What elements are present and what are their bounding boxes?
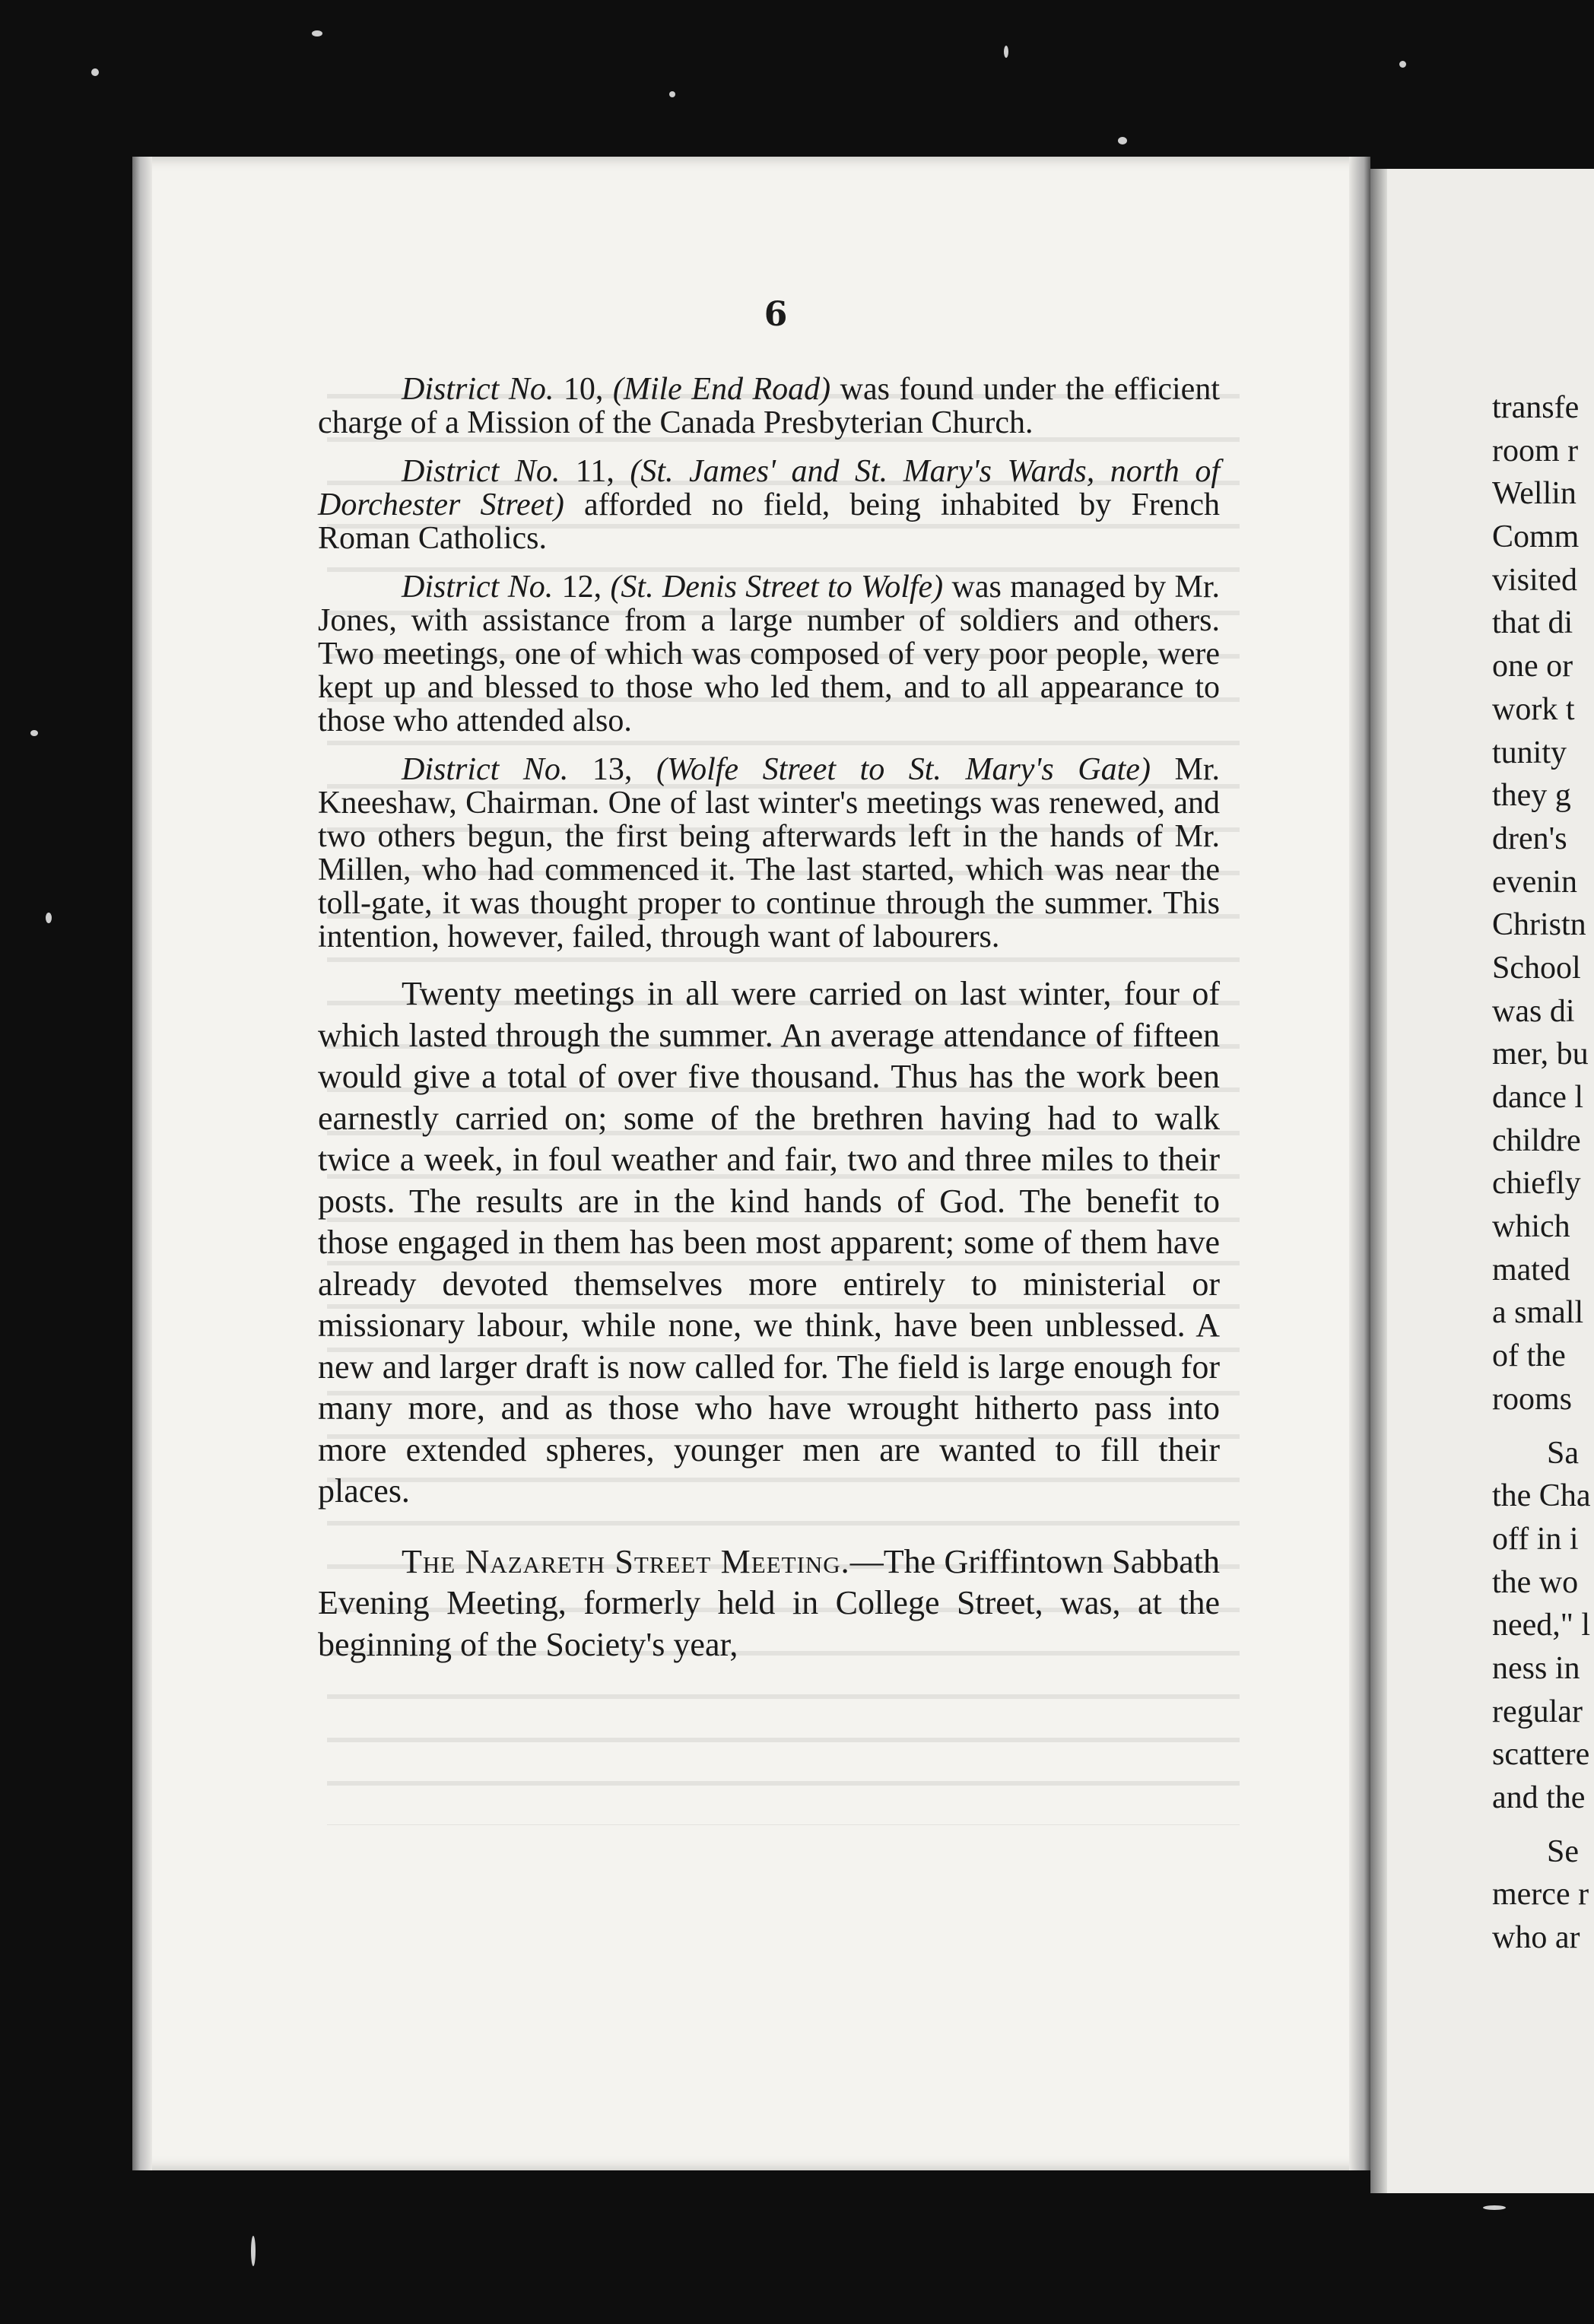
facing-page-line: childre <box>1492 1122 1581 1158</box>
facing-page-line: visited <box>1492 562 1577 598</box>
district-number: 11, <box>560 454 630 489</box>
facing-page-line: scattere <box>1492 1737 1590 1773</box>
district-paragraph <box>318 753 1220 954</box>
facing-page-line: Sa <box>1547 1435 1579 1471</box>
dust-speck <box>46 913 52 923</box>
district-number: 10, <box>554 372 613 407</box>
district-place: (St. James' and St. Mary's Wards, north of Dorchester Street) <box>318 454 1220 522</box>
facing-page-line: Se <box>1547 1833 1579 1869</box>
facing-page-text <box>1492 386 1594 1960</box>
facing-page-line: Christn <box>1492 907 1586 943</box>
page-left-edge <box>132 157 152 2170</box>
facing-page-gutter <box>1370 169 1387 2193</box>
dust-speck <box>251 2236 256 2266</box>
facing-page-line: dance l <box>1492 1080 1584 1115</box>
facing-page-line: the wo <box>1492 1564 1579 1600</box>
district-paragraph <box>318 570 1220 738</box>
district-text: Mr. Kneeshaw, Chairman. One of last winter's meetings was renewed, and two others begun, the first being afterwards left in the hands of Mr. Millen, who had commenced it. The last started, which was near the toll-gate, it was thought proper to continue through the summer. This intention, however, failed, through want of labourers. <box>318 752 1220 954</box>
section-heading: The Nazareth Street Meeting. <box>402 1542 850 1580</box>
facing-page-line: School <box>1492 950 1581 986</box>
nazareth-paragraph <box>318 1541 1220 1666</box>
facing-page-line: was di <box>1492 993 1575 1029</box>
facing-page-line: who ar <box>1492 1920 1580 1956</box>
facing-page-line: dren's <box>1492 821 1567 856</box>
facing-page-line: merce r <box>1492 1877 1589 1913</box>
facing-page-line: tunity <box>1492 735 1567 770</box>
dust-speck <box>1483 2205 1506 2210</box>
dust-speck <box>669 91 675 97</box>
district-label: District No. <box>402 752 569 787</box>
facing-page-line: chiefly <box>1492 1166 1581 1202</box>
district-number: 13, <box>568 752 656 787</box>
facing-page-line: need," l <box>1492 1608 1591 1643</box>
facing-page-line: one or <box>1492 649 1573 684</box>
district-text: was found under the efficient charge of a Mission of the Canada Presbyterian Church. <box>318 372 1220 440</box>
district-paragraph <box>318 455 1220 555</box>
facing-page-line: evenin <box>1492 864 1577 900</box>
facing-page-line: mer, bu <box>1492 1037 1589 1072</box>
text-column <box>318 373 1220 1665</box>
dust-speck <box>1399 61 1406 68</box>
facing-page-line: work t <box>1492 691 1575 727</box>
district-place: (St. Denis Street to Wolfe) <box>610 570 944 605</box>
facing-page-line: transfe <box>1492 390 1580 425</box>
district-text: was managed by Mr. Jones, with assistance from a large number of soldiers and others. Two meetings, one of which was composed of very poor people, were kept up and blessed to those who led them, and to all appearance to those who attended also. <box>318 570 1221 738</box>
facing-page-line: Comm <box>1492 519 1580 555</box>
page-right-edge <box>1349 157 1370 2170</box>
section-text: —The Griffintown Sabbath Evening Meeting, formerly held in College Street, was, at the beginning of the Society's year, <box>318 1542 1220 1663</box>
district-label: District No. <box>402 372 554 407</box>
facing-page-line: that di <box>1492 605 1573 641</box>
facing-page-line: they g <box>1492 778 1571 814</box>
facing-page-line: the Cha <box>1492 1478 1591 1514</box>
dust-speck <box>30 730 38 736</box>
facing-page-line: which <box>1492 1209 1570 1245</box>
facing-page-line: room r <box>1492 433 1579 468</box>
facing-page-line: mated <box>1492 1252 1570 1287</box>
district-text: afforded no field, being inhabited by French Roman Catholics. <box>318 487 1220 556</box>
district-paragraph <box>318 373 1220 440</box>
district-label: District No. <box>402 454 560 489</box>
page-number: 6 <box>764 295 788 334</box>
dust-speck <box>1118 137 1127 144</box>
dust-speck <box>312 30 322 37</box>
facing-page-line: and the <box>1492 1780 1586 1815</box>
district-label: District No. <box>402 570 554 605</box>
summary-paragraph: Twenty meetings in all were carried on last winter, four of which lasted through the summer. An average attendance of fifteen would give a total of over five thousand. Thus has the work been earnestly carried on; some of the brethren having had to walk twice a week, in foul weather and fair, two and three miles to their posts. The results are in the kind hands of God. The benefit to those engaged in them has been most apparent; some of them have already devoted themselves more entirely to ministerial or missionary labour, while none, we think, have been unblessed. A new and larger draft is now called for. The field is large enough for many more, and as those who have wrought hitherto pass into more extended spheres, younger men are wanted to fill their places. <box>318 975 1220 1510</box>
facing-page-line: Wellin <box>1492 476 1577 512</box>
dust-speck <box>91 68 99 76</box>
facing-page-line: ness in <box>1492 1650 1580 1686</box>
dust-speck <box>1004 46 1008 58</box>
facing-page-line: a small <box>1492 1295 1584 1331</box>
facing-page-line: regular <box>1492 1694 1583 1729</box>
district-number: 12, <box>553 570 611 605</box>
district-place: (Wolfe Street to St. Mary's Gate) <box>656 752 1151 787</box>
facing-page-line: rooms <box>1492 1381 1572 1417</box>
district-place: (Mile End Road) <box>612 372 831 407</box>
facing-page-line: off in i <box>1492 1521 1579 1557</box>
facing-page-line: of the <box>1492 1338 1566 1374</box>
